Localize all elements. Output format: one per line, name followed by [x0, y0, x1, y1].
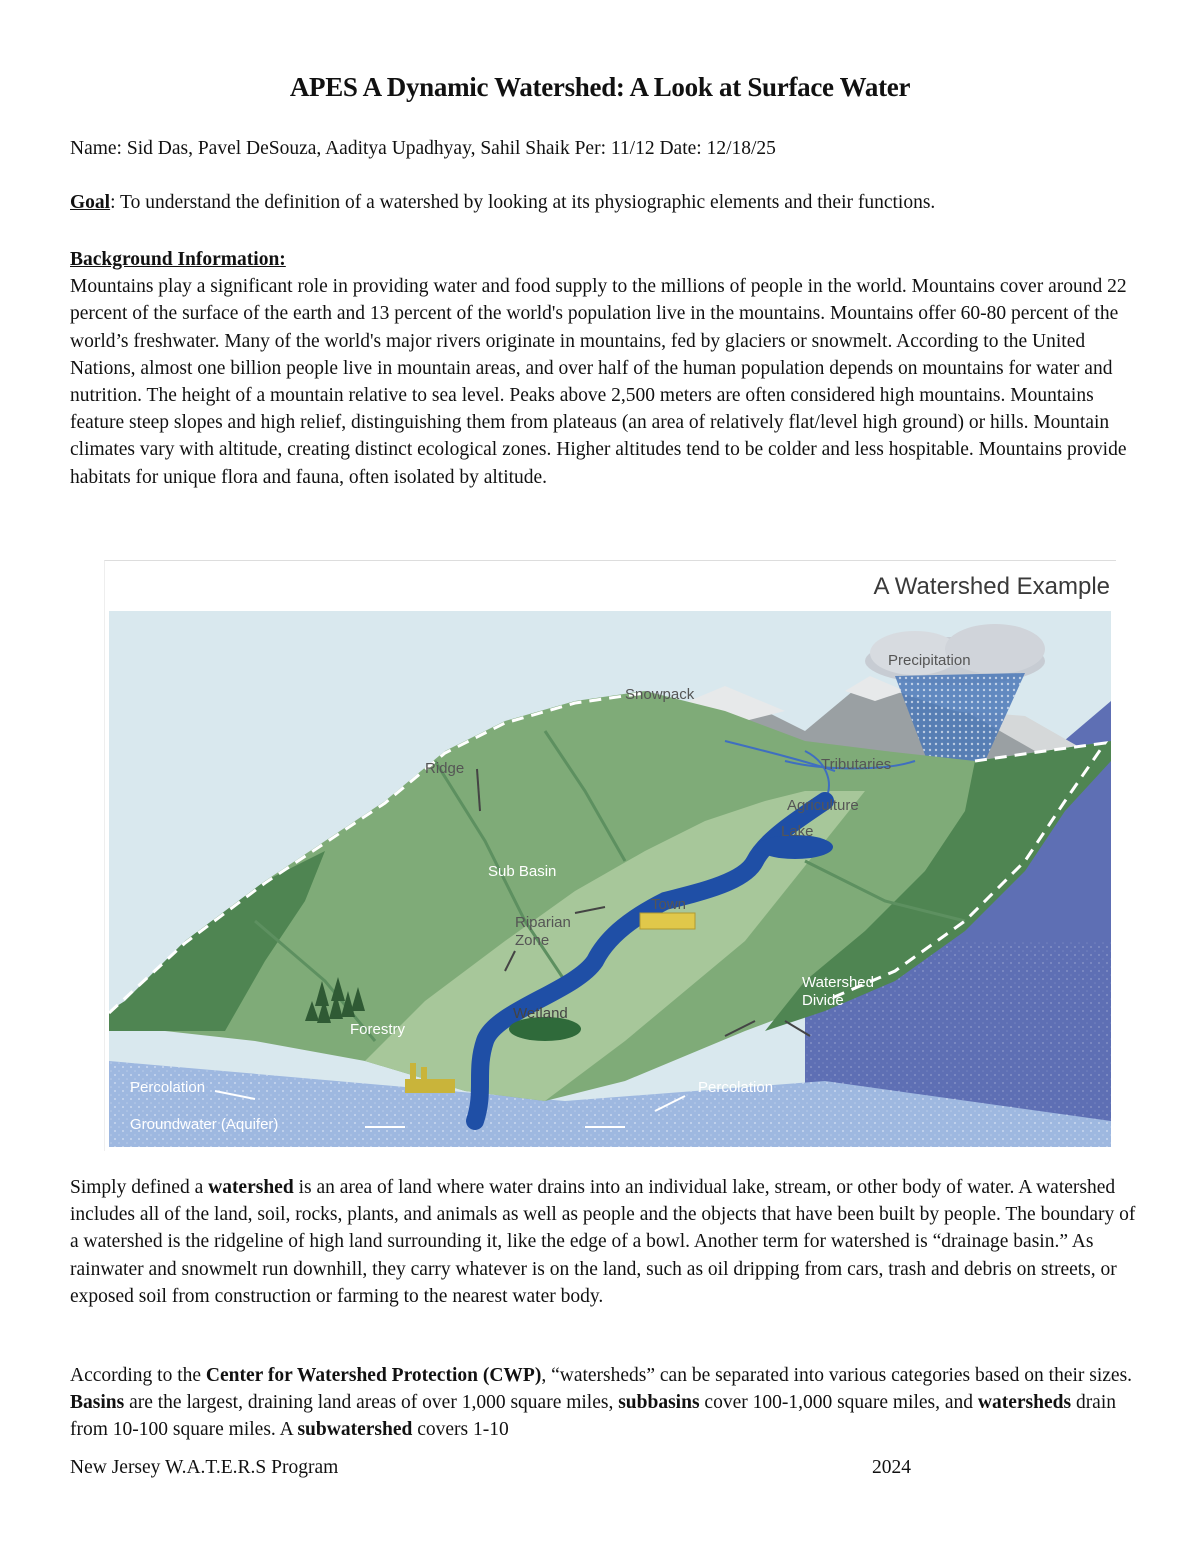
- text-run: is an area of land where water drains into an individual lake, stream, or other body of water. A watershed includes all of the land, soil, rocks, plants, and animals as well as people and the objects that have been built by people. The boundary of a watershed is the ridgeline of high land surrounding it, like the edge of a bowl. Another term for watershed is “drainage basin.” As rainwater and snowmelt run downhill, they carry whatever is on the land, such as oil dripping from cars, trash and debris on streets, or exposed soil from construction or farming to the nearest water body.: [70, 1177, 1136, 1307]
- text-run: According to the: [70, 1365, 206, 1386]
- name-label: Name:: [70, 138, 122, 159]
- period-label: Per:: [574, 138, 606, 159]
- label-groundwater: Groundwater (Aquifer): [130, 1116, 279, 1133]
- label-wetland: Wetland: [513, 1005, 568, 1022]
- label-town: Town: [651, 896, 687, 913]
- text-run: are the largest, draining land areas of over 1,000 square miles,: [124, 1392, 619, 1414]
- footer-program: New Jersey W.A.T.E.R.S Program: [70, 1457, 339, 1478]
- date-value: 12/18/25: [706, 138, 776, 159]
- bold-term: watersheds: [977, 1392, 1072, 1414]
- label-zone: Zone: [515, 932, 550, 949]
- label-percolation-right: Percolation: [698, 1079, 774, 1096]
- town-icon: [640, 913, 695, 929]
- goal-line: [70, 192, 935, 214]
- background-heading: Background Information:: [70, 249, 286, 270]
- label-ridge: Ridge: [425, 760, 465, 777]
- label-tributaries: Tributaries: [821, 756, 892, 773]
- label-watershed: Watershed: [802, 974, 874, 991]
- background-text: Mountains play a significant role in providing water and food supply to the millions of people in the world. Mountains cover around 22 percent of the surface of the earth and 13 percent of the world's population live in the mountains. Mountains offer 60-80 percent of the world’s freshwater. Many of the world's major rivers originate in mountains, fed by glaciers or snowmelt. According to the United Nations, almost one billion people live in mountain areas, and over half of the human population depends on mountains for water and nutrition. The height of a mountain relative to sea level. Peaks above 2,500 meters are often considered high mountains. Mountains feature steep slopes and high relief, distinguishing them from plateaus (an area of relatively flat/level high ground) or hills. Mountain climates vary with altitude, creating distinct ecological zones. Higher altitudes tend to be colder and less hospitable. Mountains provide habitats for unique flora and fauna, often isolated by altitude.: [70, 276, 1127, 488]
- cwp-paragraph: [70, 1362, 1145, 1444]
- label-agriculture: Agriculture: [787, 797, 859, 814]
- student-names: Sid Das, Pavel DeSouza, Aaditya Upadhyay, Sahil Shaik: [126, 138, 570, 159]
- bold-term: Basins: [70, 1392, 125, 1414]
- label-riparian: Riparian: [515, 914, 571, 931]
- text-run: , “watersheds” can be separated into various categories based on their sizes.: [541, 1365, 1133, 1386]
- background-section: [70, 246, 1145, 491]
- bold-term: Center for Watershed Protection (CWP): [205, 1365, 542, 1386]
- label-precipitation: Precipitation: [888, 652, 971, 669]
- label-forestry: Forestry: [350, 1021, 406, 1038]
- name-line: [70, 138, 776, 160]
- watershed-diagram: [105, 561, 1116, 1151]
- bold-term: subwatershed: [297, 1419, 413, 1441]
- goal-label: Goal: [70, 192, 111, 213]
- text-run: Simply defined a: [70, 1177, 209, 1198]
- watershed-definition-paragraph: [70, 1174, 1145, 1310]
- text-run: drain from 10-100 square miles. A: [70, 1392, 1117, 1441]
- date-label: Date:: [659, 138, 702, 159]
- label-lake: Lake: [781, 823, 814, 840]
- text-run: cover 100-1,000 square miles, and: [699, 1392, 978, 1414]
- bold-term: subbasins: [618, 1392, 700, 1414]
- watershed-figure: [104, 560, 1116, 1151]
- page-title: APES A Dynamic Watershed: A Look at Surface Water: [289, 72, 911, 102]
- figure-title: A Watershed Example: [873, 573, 1110, 600]
- label-snowpack: Snowpack: [625, 686, 695, 703]
- text-run: covers 1-10: [412, 1419, 509, 1441]
- goal-text: : To understand the definition of a watershed by looking at its physiographic elements and their functions.: [110, 192, 936, 213]
- period-value: 11/12: [610, 138, 655, 159]
- label-divide: Divide: [802, 992, 844, 1009]
- footer-year: 2024: [872, 1457, 911, 1478]
- label-percolation-left: Percolation: [130, 1079, 206, 1096]
- label-sub-basin: Sub Basin: [488, 863, 557, 880]
- bold-term: watershed: [208, 1177, 294, 1198]
